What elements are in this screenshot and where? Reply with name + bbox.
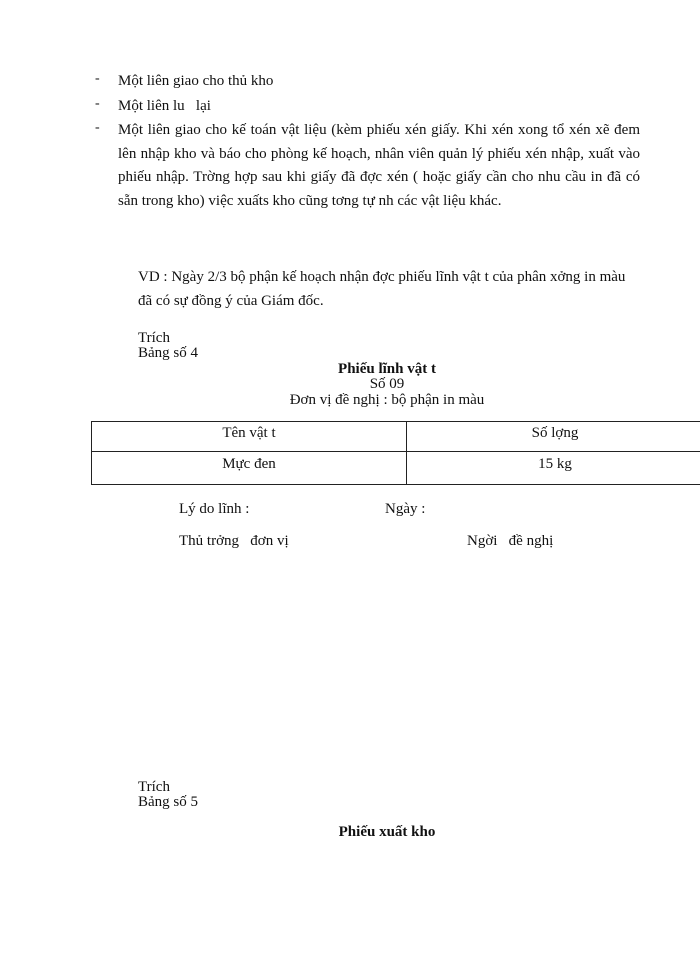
column-header: Tên vật t <box>92 422 407 452</box>
table-label: Bảng số 5 <box>138 794 198 810</box>
table-row <box>92 452 700 485</box>
table-cell: 15 kg <box>407 452 700 485</box>
table-label: Bảng số 4 <box>138 345 198 361</box>
list-item-text: Một liên giao cho thủ kho <box>118 73 274 89</box>
form-title: Phiếu xuất kho <box>338 824 436 840</box>
form-title: Phiếu lĩnh vật t <box>338 361 436 377</box>
list-item <box>95 119 640 213</box>
extract-label: Trích <box>138 330 170 346</box>
extract-label: Trích <box>138 779 170 795</box>
bullet-list <box>95 70 640 213</box>
requesting-unit: Đơn vị đề nghị : bộ phận in màu <box>289 392 485 408</box>
bullet-marker: - <box>95 71 100 86</box>
example-paragraph: VD : Ngày 2/3 bộ phận kế hoạch nhận đợc phiếu lĩnh vật t của phân xởng in màu đã có sự đồng ý của Giám đốc. <box>138 269 626 309</box>
list-item <box>95 70 640 94</box>
requester-signature-label: Ngời đề nghị <box>467 533 554 549</box>
bullet-marker: - <box>95 120 100 135</box>
date-label: Ngày : <box>385 501 426 517</box>
reason-label: Lý do lĩnh : <box>179 501 250 517</box>
list-item-text: Một liên giao cho kế toán vật liệu (kèm phiếu xén giấy. Khi xén xong tổ xén xẽ đem lên nhập kho và báo cho phòng kế hoạch, nhân viên quản lý phiếu xén nhập, xuất vào phiếu nhập. Trờng hợp sau khi giấy đã đợc xén ( hoặc giấy cần cho nhu cầu in đã có sẵn trong kho) việc xuấts kho cũng tơng tự nh các vật liệu khác. <box>118 122 640 209</box>
form-number: Số 09 <box>369 376 405 392</box>
list-item <box>95 95 640 119</box>
table-cell: Mực đen <box>92 452 407 485</box>
list-item-text: Một liên lu lại <box>118 97 211 114</box>
bullet-marker: - <box>95 95 100 111</box>
table-header-row <box>92 422 700 452</box>
materials-table <box>91 421 700 485</box>
head-signature-label: Thủ trởng đơn vị <box>179 533 289 549</box>
column-header: Số lợng <box>407 422 700 452</box>
